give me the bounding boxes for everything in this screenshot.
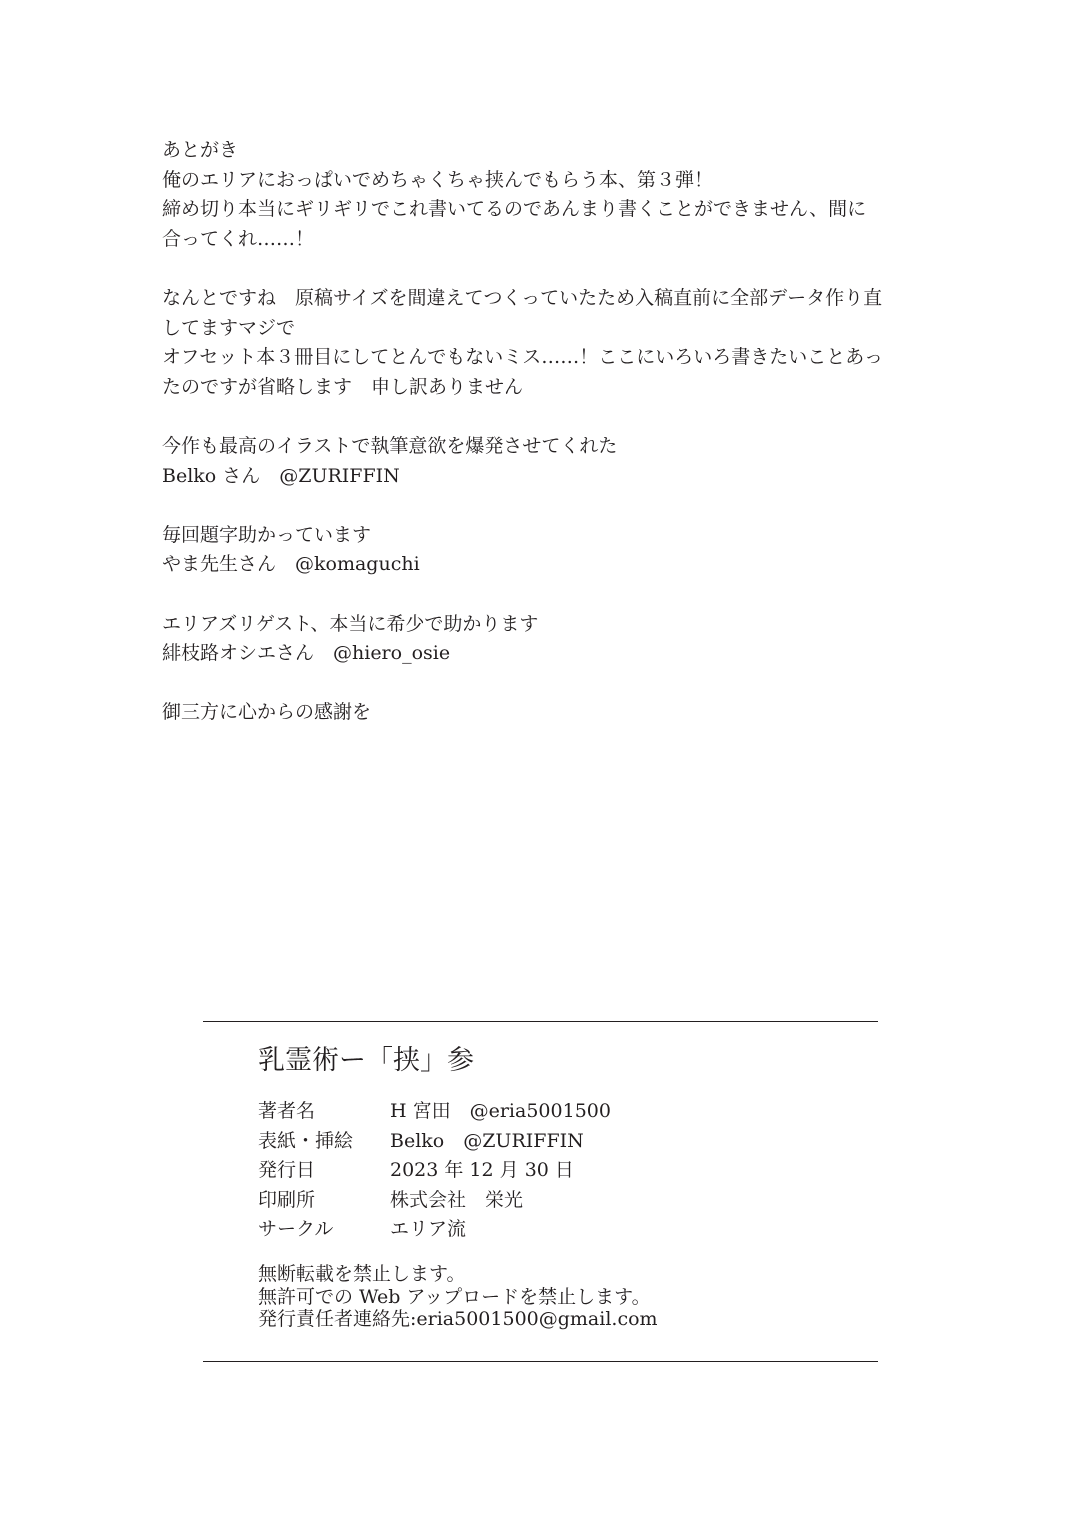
info-value: 株式会社 栄光 xyxy=(390,1188,524,1211)
afterword-line: やま先生さん @komaguchi xyxy=(162,553,420,576)
afterword-line: 緋枝路オシエさん @hiero_osie xyxy=(162,642,451,665)
info-value: Belko @ZURIFFIN xyxy=(390,1129,584,1152)
afterword-line: オフセット本３冊目にしてとんでもないミス……！ここにいろいろ書きたいことあっ xyxy=(162,346,884,369)
info-value: H 宮田 @eria5001500 xyxy=(390,1100,611,1122)
colophon-bottom-rule xyxy=(203,1361,878,1362)
afterword-line: Belko さん @ZURIFFIN xyxy=(162,464,400,487)
info-row-illustrator xyxy=(258,1127,611,1157)
afterword-heading: あとがき xyxy=(162,139,239,161)
afterword-line: 合ってくれ……！ xyxy=(162,227,315,250)
info-row-author xyxy=(258,1097,611,1127)
notice-no-reprint: 無断転載を禁止します。 xyxy=(258,1263,466,1285)
copyright-notices xyxy=(258,1263,658,1331)
info-label: 表紙・挿絵 xyxy=(258,1129,354,1152)
info-row-printer xyxy=(258,1186,611,1216)
paragraph-gap xyxy=(162,402,932,432)
afterword-line: してますマジで xyxy=(162,316,296,339)
colophon-top-rule xyxy=(203,1021,878,1022)
notice-no-upload: 無許可での Web アップロードを禁止します。 xyxy=(258,1285,651,1308)
colophon xyxy=(203,1021,878,1330)
paragraph-gap xyxy=(162,580,932,610)
afterword-line: なんとですね 原稿サイズを間違えてつくっていたため入稿直前に全部データ作り直 xyxy=(162,286,883,309)
afterword-line: 締め切り本当にギリギリでこれ書いてるのであんまり書くことができません、間に xyxy=(162,198,867,221)
afterword-line: 毎回題字助かっています xyxy=(162,523,372,546)
info-row-circle xyxy=(258,1215,611,1245)
info-label: 印刷所 xyxy=(258,1188,316,1211)
book-title: 乳霊術ー「挟」参 xyxy=(258,1045,474,1076)
info-label: 著者名 xyxy=(258,1100,316,1122)
publication-info-table xyxy=(258,1097,611,1245)
paragraph-gap xyxy=(162,669,932,699)
afterword-line: 御三方に心からの感謝を xyxy=(162,701,372,724)
paragraph-gap xyxy=(162,254,932,284)
info-row-publish-date xyxy=(258,1156,611,1186)
afterword xyxy=(162,136,932,728)
info-label: 発行日 xyxy=(258,1159,316,1182)
afterword-line: 俺のエリアにおっぱいでめちゃくちゃ挟んでもらう本、第３弾！ xyxy=(162,168,714,191)
paragraph-gap xyxy=(162,491,932,521)
notice-contact: 発行責任者連絡先:eria5001500@gmail.com xyxy=(258,1308,658,1330)
info-value: 2023 年 12 月 30 日 xyxy=(390,1159,574,1182)
info-label: サークル xyxy=(258,1218,334,1241)
afterword-line: たのですが省略します 申し訳ありません xyxy=(162,375,524,398)
afterword-line: エリアズリゲスト、本当に希少で助かります xyxy=(162,612,539,635)
afterword-line: 今作も最高のイラストで執筆意欲を爆発させてくれた xyxy=(162,434,618,457)
info-value: エリア流 xyxy=(390,1218,467,1241)
